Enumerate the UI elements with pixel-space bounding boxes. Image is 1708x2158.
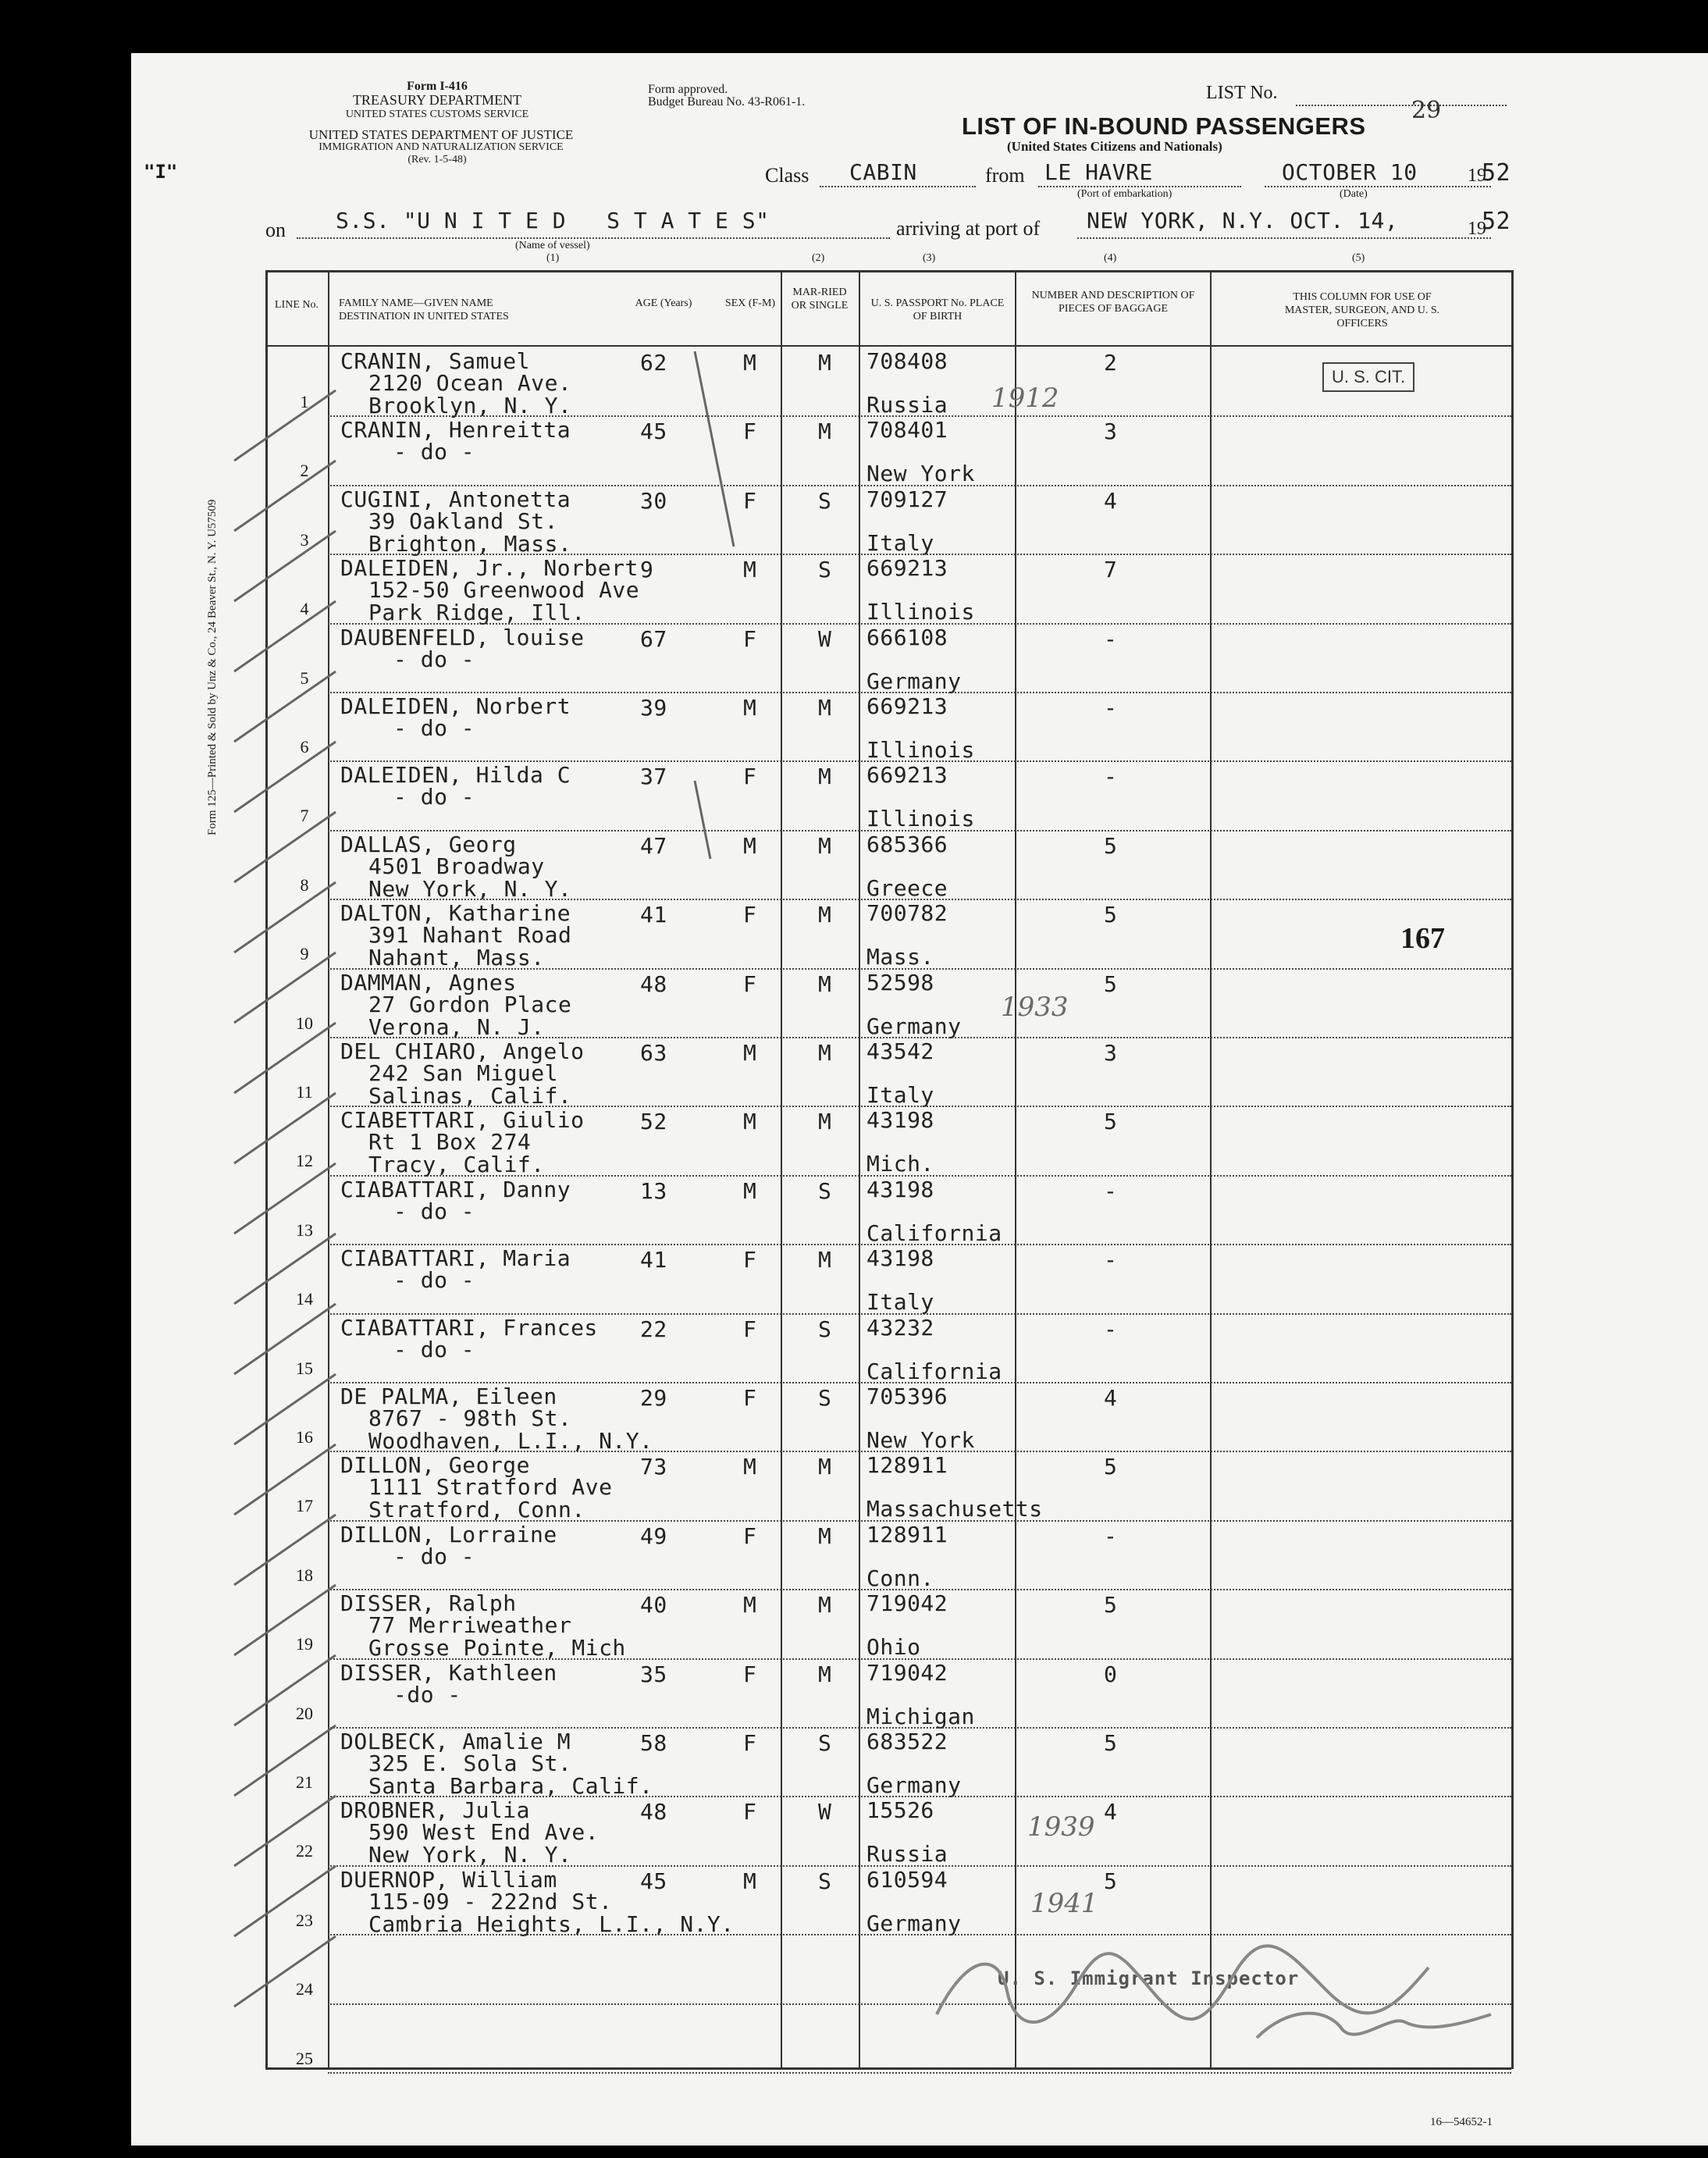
line-number: 5 bbox=[300, 668, 309, 688]
arrival-port: NEW YORK, N.Y. OCT. 14, bbox=[1087, 208, 1399, 233]
passport-number: 43198 bbox=[866, 1245, 934, 1272]
baggage-count: - bbox=[1104, 1247, 1118, 1273]
marital-status: S bbox=[818, 487, 832, 514]
passport-number: 43198 bbox=[866, 1107, 934, 1134]
passport-number: 708408 bbox=[866, 348, 948, 374]
passport-number: 683522 bbox=[866, 1729, 948, 1754]
passenger-sex: M bbox=[743, 1040, 757, 1066]
on-label: on bbox=[265, 219, 286, 241]
place-of-birth: Russia bbox=[866, 1841, 948, 1868]
line-number: 17 bbox=[296, 1496, 313, 1516]
baggage-count: 5 bbox=[1104, 1592, 1118, 1618]
line-number: 24 bbox=[296, 1979, 313, 2000]
passenger-address: - do - bbox=[393, 1198, 475, 1224]
date-caption: (Date) bbox=[1340, 188, 1368, 200]
passenger-name: DALTON, Katharine bbox=[340, 900, 571, 927]
line-number: 20 bbox=[296, 1703, 313, 1723]
line-number: 6 bbox=[300, 737, 309, 757]
passenger-sex: M bbox=[743, 695, 757, 721]
passenger-age: 45 bbox=[640, 1868, 667, 1894]
treasury-dept: TREASURY DEPARTMENT bbox=[352, 92, 522, 108]
passenger-address: - do - bbox=[393, 1543, 475, 1569]
passenger-address: Woodhaven, L.I., N.Y. bbox=[368, 1428, 653, 1454]
line-number: 18 bbox=[296, 1565, 313, 1585]
place-of-birth: Germany bbox=[866, 1772, 962, 1798]
line-number: 2 bbox=[300, 461, 309, 481]
footer-code: 16—54652-1 bbox=[1430, 2116, 1493, 2128]
passenger-sex: F bbox=[743, 1385, 757, 1411]
passenger-name: DISSER, Ralph bbox=[340, 1590, 517, 1617]
header-married: MAR-RIED OR SINGLE bbox=[791, 287, 849, 312]
passenger-address: 39 Oakland St. bbox=[368, 507, 559, 534]
line-number: 14 bbox=[296, 1289, 313, 1309]
passenger-age: 22 bbox=[640, 1316, 667, 1342]
passenger-age: 47 bbox=[640, 832, 667, 859]
check-marks bbox=[226, 344, 820, 2077]
passenger-age: 39 bbox=[640, 695, 667, 721]
passport-number: 43232 bbox=[866, 1314, 934, 1341]
col-num-5: (5) bbox=[1352, 252, 1365, 264]
passenger-sex: M bbox=[743, 1868, 757, 1894]
passenger-address: - do - bbox=[393, 784, 475, 810]
header-age: AGE (Years) bbox=[635, 297, 692, 309]
baggage-count: 3 bbox=[1104, 418, 1118, 445]
place-of-birth: California bbox=[866, 1220, 1002, 1246]
stamp-167: 167 bbox=[1400, 922, 1445, 955]
col-num-2: (2) bbox=[812, 252, 825, 264]
passenger-name: DUERNOP, William bbox=[340, 1866, 557, 1893]
table-top-border bbox=[265, 270, 1511, 272]
us-cit-stamp: U. S. CIT. bbox=[1322, 362, 1414, 392]
place-of-birth: Illinois bbox=[866, 737, 975, 763]
passport-number: 708401 bbox=[866, 417, 948, 443]
passenger-sex: F bbox=[743, 625, 757, 652]
passport-number: 700782 bbox=[866, 900, 948, 927]
passenger-sex: F bbox=[743, 970, 757, 997]
arrival-line bbox=[1077, 237, 1491, 239]
passenger-age: 63 bbox=[640, 1040, 667, 1066]
vessel-caption: (Name of vessel) bbox=[515, 240, 590, 251]
baggage-count: 0 bbox=[1104, 1661, 1118, 1687]
passenger-address: New York, N. Y. bbox=[368, 1842, 572, 1868]
passenger-address: 1111 Stratford Ave bbox=[368, 1474, 613, 1501]
place-of-birth: Greece bbox=[866, 874, 948, 901]
col-num-1: (1) bbox=[546, 252, 560, 264]
marital-status: M bbox=[818, 970, 832, 997]
passenger-sex: M bbox=[743, 350, 757, 376]
passenger-address: - do - bbox=[393, 1267, 475, 1294]
passenger-name: CRANIN, Henreitta bbox=[340, 417, 571, 443]
header-baggage: NUMBER AND DESCRIPTION OF PIECES OF BAGGAGE bbox=[1031, 290, 1195, 315]
handwritten-year: 1941 bbox=[1030, 1888, 1098, 1919]
passenger-address: 590 West End Ave. bbox=[368, 1819, 600, 1846]
header-passport: U. S. PASSPORT No. PLACE OF BIRTH bbox=[870, 297, 1005, 322]
baggage-count: 5 bbox=[1104, 832, 1118, 859]
passport-number: 15526 bbox=[866, 1797, 934, 1824]
line-number: 8 bbox=[300, 874, 309, 895]
passenger-name: DILLON, Lorraine bbox=[340, 1521, 557, 1547]
passenger-name: CRANIN, Samuel bbox=[340, 348, 531, 374]
passenger-address: Verona, N. J. bbox=[368, 1013, 545, 1040]
justice-dept: UNITED STATES DEPARTMENT OF JUSTICE bbox=[308, 127, 574, 142]
marital-status: M bbox=[818, 902, 832, 928]
passenger-address: 115-09 - 222nd St. bbox=[368, 1888, 613, 1914]
passenger-address: Park Ridge, Ill. bbox=[368, 600, 585, 626]
form-number: Form I-416 bbox=[407, 80, 468, 93]
marital-status: M bbox=[818, 1247, 832, 1273]
passenger-name: DALLAS, Georg bbox=[340, 831, 517, 857]
marital-status: S bbox=[818, 1316, 832, 1342]
passenger-address: 77 Merriweather bbox=[368, 1612, 572, 1639]
passenger-address: 391 Nahant Road bbox=[368, 922, 572, 949]
marital-status: M bbox=[818, 832, 832, 859]
passport-number: 128911 bbox=[866, 1521, 948, 1547]
printer-side-text: Form 125—Printed & Sold by Unz & Co., 24 Beaver St., N. Y. U57509 bbox=[206, 499, 219, 835]
passenger-age: 45 bbox=[640, 418, 667, 445]
passenger-address: 242 San Miguel bbox=[368, 1060, 559, 1086]
marital-status: S bbox=[818, 1868, 832, 1894]
passenger-age: 40 bbox=[640, 1592, 667, 1618]
passenger-age: 73 bbox=[640, 1454, 667, 1480]
place-of-birth: Germany bbox=[866, 668, 962, 694]
col-divider bbox=[1511, 270, 1514, 2069]
col-num-4: (4) bbox=[1104, 252, 1117, 264]
date-value: OCTOBER 10 bbox=[1282, 159, 1418, 185]
line-number: 1 bbox=[300, 392, 309, 411]
page-title: LIST OF IN-BOUND PASSENGERS bbox=[962, 112, 1366, 140]
passenger-address: -do - bbox=[393, 1681, 461, 1708]
passenger-age: 41 bbox=[640, 902, 667, 928]
passenger-name: DE PALMA, Eileen bbox=[340, 1383, 557, 1409]
line-number: 16 bbox=[296, 1427, 313, 1447]
passenger-address: New York, N. Y. bbox=[368, 875, 572, 902]
ins-service: IMMIGRATION AND NATURALIZATION SERVICE bbox=[318, 141, 564, 153]
port-caption: (Port of embarkation) bbox=[1077, 188, 1172, 200]
line-number: 3 bbox=[300, 529, 309, 550]
line-number: 25 bbox=[296, 2048, 313, 2068]
passport-number: 610594 bbox=[866, 1866, 948, 1893]
passenger-age: 41 bbox=[640, 1247, 667, 1273]
marital-status: M bbox=[818, 1661, 832, 1687]
line-number: 13 bbox=[296, 1220, 313, 1240]
marital-status: S bbox=[818, 1385, 832, 1411]
marital-status: M bbox=[818, 350, 832, 376]
place-of-birth: Russia bbox=[866, 392, 948, 418]
baggage-count: 5 bbox=[1104, 970, 1118, 997]
line-number: 12 bbox=[296, 1151, 313, 1171]
passenger-age: 29 bbox=[640, 1385, 667, 1411]
passport-number: 128911 bbox=[866, 1452, 948, 1479]
line-number: 7 bbox=[300, 806, 309, 826]
place-of-birth: Michigan bbox=[866, 1703, 975, 1729]
marital-status: S bbox=[818, 1730, 832, 1756]
marital-status: M bbox=[818, 695, 832, 721]
passenger-sex: M bbox=[743, 1454, 757, 1480]
line-number: 10 bbox=[296, 1013, 313, 1033]
marital-status: M bbox=[818, 1109, 832, 1135]
passenger-address: Cambria Heights, L.I., N.Y. bbox=[368, 1911, 735, 1937]
handwritten-year: 1939 bbox=[1027, 1811, 1095, 1843]
baggage-count: - bbox=[1104, 1316, 1118, 1342]
passenger-name: CIABATTARI, Maria bbox=[340, 1245, 571, 1272]
vessel-name: S.S. "U N I T E D S T A T E S" bbox=[336, 208, 770, 233]
passenger-age: 9 bbox=[640, 557, 654, 583]
line-number: 9 bbox=[300, 944, 309, 964]
passport-number: 705396 bbox=[866, 1383, 948, 1409]
col-num-3: (3) bbox=[923, 252, 936, 264]
passenger-address: Rt 1 Box 274 bbox=[368, 1129, 532, 1156]
place-of-birth: Illinois bbox=[866, 806, 975, 832]
place-of-birth: Italy bbox=[866, 1289, 934, 1316]
baggage-count: 2 bbox=[1104, 350, 1118, 376]
marital-status: M bbox=[818, 764, 832, 790]
place-of-birth: New York bbox=[866, 1427, 975, 1453]
passenger-age: 58 bbox=[640, 1730, 667, 1756]
passenger-address: Salinas, Calif. bbox=[368, 1083, 572, 1109]
place-of-birth: Conn. bbox=[866, 1565, 934, 1591]
passenger-age: 48 bbox=[640, 970, 667, 997]
passenger-name: DEL CHIARO, Angelo bbox=[340, 1038, 585, 1064]
passenger-sex: F bbox=[743, 902, 757, 928]
passenger-address: 4501 Broadway bbox=[368, 853, 545, 879]
place-of-birth: Massachusetts bbox=[866, 1496, 1043, 1522]
line-number: 11 bbox=[296, 1082, 313, 1102]
customs-service: UNITED STATES CUSTOMS SERVICE bbox=[345, 109, 529, 120]
line-number: 22 bbox=[296, 1841, 313, 1861]
passenger-sex: M bbox=[743, 557, 757, 583]
passenger-address: 2120 Ocean Ave. bbox=[368, 370, 572, 396]
baggage-count: 5 bbox=[1104, 1868, 1118, 1894]
arrival-year: 52 bbox=[1482, 208, 1511, 235]
passenger-name: CUGINI, Antonetta bbox=[340, 486, 571, 512]
arriving-label: arriving at port of bbox=[896, 217, 1041, 240]
passenger-name: DALEIDEN, Norbert bbox=[340, 693, 571, 719]
passenger-address: - do - bbox=[393, 1336, 475, 1362]
passenger-sex: M bbox=[743, 832, 757, 859]
passenger-sex: F bbox=[743, 487, 757, 514]
passenger-sex: F bbox=[743, 1730, 757, 1756]
passenger-sex: F bbox=[743, 764, 757, 790]
header-sex: SEX (F-M) bbox=[724, 297, 776, 309]
passport-number: 666108 bbox=[866, 624, 948, 650]
passenger-address: Santa Barbara, Calif. bbox=[368, 1773, 653, 1799]
line-number: 19 bbox=[296, 1634, 313, 1654]
inspector-stamp: U. S. Immigrant Inspector bbox=[998, 1967, 1300, 1989]
page-subtitle: (United States Citizens and Nationals) bbox=[1007, 139, 1222, 154]
passenger-name: DISSER, Kathleen bbox=[340, 1659, 557, 1686]
marital-status: M bbox=[818, 1040, 832, 1066]
passport-number: 52598 bbox=[866, 969, 934, 995]
quote-i: "I" bbox=[144, 161, 178, 183]
passenger-sex: M bbox=[743, 1592, 757, 1618]
passenger-name: CIABATTARI, Danny bbox=[340, 1176, 571, 1202]
baggage-count: 5 bbox=[1104, 902, 1118, 928]
marital-status: W bbox=[818, 625, 832, 652]
place-of-birth: New York bbox=[866, 461, 975, 487]
place-of-birth: Ohio bbox=[866, 1634, 921, 1661]
passenger-age: 48 bbox=[640, 1799, 667, 1825]
passenger-sex: M bbox=[743, 1109, 757, 1135]
passport-number: 719042 bbox=[866, 1590, 948, 1617]
baggage-count: 4 bbox=[1104, 487, 1118, 514]
passenger-age: 49 bbox=[640, 1522, 667, 1549]
revision: (Rev. 1-5-48) bbox=[407, 154, 467, 166]
list-no-label: LIST No. bbox=[1206, 83, 1278, 103]
passenger-sex: F bbox=[743, 1247, 757, 1273]
passenger-name: DROBNER, Julia bbox=[340, 1797, 531, 1824]
passenger-address: Brighton, Mass. bbox=[368, 530, 572, 557]
handwritten-year: 1912 bbox=[991, 383, 1059, 414]
year-value: 52 bbox=[1482, 159, 1511, 187]
passenger-age: 67 bbox=[640, 625, 667, 652]
baggage-count: - bbox=[1104, 625, 1118, 652]
header-name: FAMILY NAME—GIVEN NAME DESTINATION IN UNITED STATES bbox=[339, 297, 509, 322]
line-number: 15 bbox=[296, 1358, 313, 1378]
passenger-sex: F bbox=[743, 418, 757, 445]
passenger-address: Tracy, Calif. bbox=[368, 1152, 545, 1178]
passport-number: 43198 bbox=[866, 1176, 934, 1202]
passenger-address: Grosse Pointe, Mich bbox=[368, 1635, 626, 1661]
date-line bbox=[1265, 186, 1491, 187]
inspector-signature bbox=[921, 1921, 1514, 2053]
from-value: LE HAVRE bbox=[1044, 159, 1153, 185]
place-of-birth: Germany bbox=[866, 1013, 962, 1039]
passport-number: 685366 bbox=[866, 831, 948, 857]
passenger-sex: F bbox=[743, 1522, 757, 1549]
baggage-count: 5 bbox=[1104, 1454, 1118, 1480]
baggage-count: 4 bbox=[1104, 1799, 1118, 1825]
line-number: 4 bbox=[300, 599, 309, 619]
handwritten-year: 1933 bbox=[1001, 992, 1069, 1023]
baggage-count: - bbox=[1104, 764, 1118, 790]
year-prefix: 19 bbox=[1468, 166, 1486, 186]
passenger-age: 30 bbox=[640, 487, 667, 514]
baggage-count: 4 bbox=[1104, 1385, 1118, 1411]
marital-status: M bbox=[818, 1592, 832, 1618]
header-officers: THIS COLUMN FOR USE OF MASTER, SURGEON, AND U. S. OFFICERS bbox=[1284, 291, 1440, 329]
class-line bbox=[820, 186, 976, 187]
marital-status: M bbox=[818, 1522, 832, 1549]
passenger-age: 37 bbox=[640, 764, 667, 790]
header-line-no: LINE No. bbox=[275, 299, 318, 311]
place-of-birth: Illinois bbox=[866, 599, 975, 625]
from-label: from bbox=[985, 164, 1025, 187]
passenger-age: 62 bbox=[640, 350, 667, 376]
passport-number: 43542 bbox=[866, 1038, 934, 1064]
passenger-sex: F bbox=[743, 1316, 757, 1342]
passenger-address: - do - bbox=[393, 646, 475, 672]
passport-number: 719042 bbox=[866, 1659, 948, 1686]
passenger-age: 35 bbox=[640, 1661, 667, 1687]
passenger-address: - do - bbox=[393, 715, 475, 741]
class-value: CABIN bbox=[849, 159, 917, 185]
marital-status: S bbox=[818, 557, 832, 583]
passenger-address: 27 Gordon Place bbox=[368, 991, 572, 1017]
passenger-age: 13 bbox=[640, 1177, 667, 1204]
passenger-address: 325 E. Sola St. bbox=[368, 1750, 572, 1776]
place-of-birth: Mass. bbox=[866, 944, 934, 970]
passenger-address: Stratford, Conn. bbox=[368, 1497, 585, 1523]
marital-status: S bbox=[818, 1177, 832, 1204]
passenger-sex: M bbox=[743, 1177, 757, 1204]
passenger-name: DOLBECK, Amalie M bbox=[340, 1729, 571, 1754]
baggage-count: 5 bbox=[1104, 1730, 1118, 1756]
baggage-count: 5 bbox=[1104, 1109, 1118, 1135]
baggage-count: 3 bbox=[1104, 1040, 1118, 1066]
passport-number: 669213 bbox=[866, 762, 948, 789]
passport-number: 669213 bbox=[866, 693, 948, 719]
passenger-address: - do - bbox=[393, 439, 475, 465]
passenger-address: Nahant, Mass. bbox=[368, 945, 545, 971]
passenger-address: 8767 - 98th St. bbox=[368, 1405, 572, 1431]
marital-status: M bbox=[818, 418, 832, 445]
baggage-count: - bbox=[1104, 695, 1118, 721]
baggage-count: 7 bbox=[1104, 557, 1118, 583]
place-of-birth: Germany bbox=[866, 1910, 962, 1936]
marital-status: W bbox=[818, 1799, 832, 1825]
passenger-name: CIABATTARI, Frances bbox=[340, 1314, 598, 1341]
baggage-count: - bbox=[1104, 1522, 1118, 1549]
baggage-count: - bbox=[1104, 1177, 1118, 1204]
list-no-line bbox=[1296, 105, 1507, 106]
place-of-birth: Mich. bbox=[866, 1151, 934, 1177]
marital-status: M bbox=[818, 1454, 832, 1480]
line-number: 21 bbox=[296, 1772, 313, 1792]
passenger-name: CIABETTARI, Giulio bbox=[340, 1107, 585, 1134]
budget-bureau: Budget Bureau No. 43-R061-1. bbox=[648, 95, 806, 109]
passenger-name: DILLON, George bbox=[340, 1452, 531, 1479]
class-label: Class bbox=[765, 164, 810, 187]
passenger-sex: F bbox=[743, 1661, 757, 1687]
place-of-birth: Italy bbox=[866, 529, 934, 556]
vessel-line bbox=[297, 237, 890, 239]
passenger-address: 152-50 Greenwood Ave bbox=[368, 577, 640, 604]
arrival-year-prefix: 19 bbox=[1468, 219, 1486, 239]
list-no-value: 29 bbox=[1411, 97, 1442, 124]
passenger-name: DAUBENFELD, louise bbox=[340, 624, 585, 650]
passenger-name: DAMMAN, Agnes bbox=[340, 969, 517, 995]
passenger-name: DALEIDEN, Hilda C bbox=[340, 762, 571, 789]
passenger-address: Brooklyn, N. Y. bbox=[368, 393, 572, 418]
passenger-sex: F bbox=[743, 1799, 757, 1825]
passport-number: 709127 bbox=[866, 486, 948, 512]
passenger-age: 52 bbox=[640, 1109, 667, 1135]
place-of-birth: Italy bbox=[866, 1082, 934, 1108]
passenger-name: DALEIDEN, Jr., Norbert bbox=[340, 555, 639, 582]
passport-number: 669213 bbox=[866, 555, 948, 582]
form-approved: Form approved. bbox=[648, 83, 728, 96]
line-number: 23 bbox=[296, 1910, 313, 1930]
place-of-birth: California bbox=[866, 1358, 1002, 1384]
